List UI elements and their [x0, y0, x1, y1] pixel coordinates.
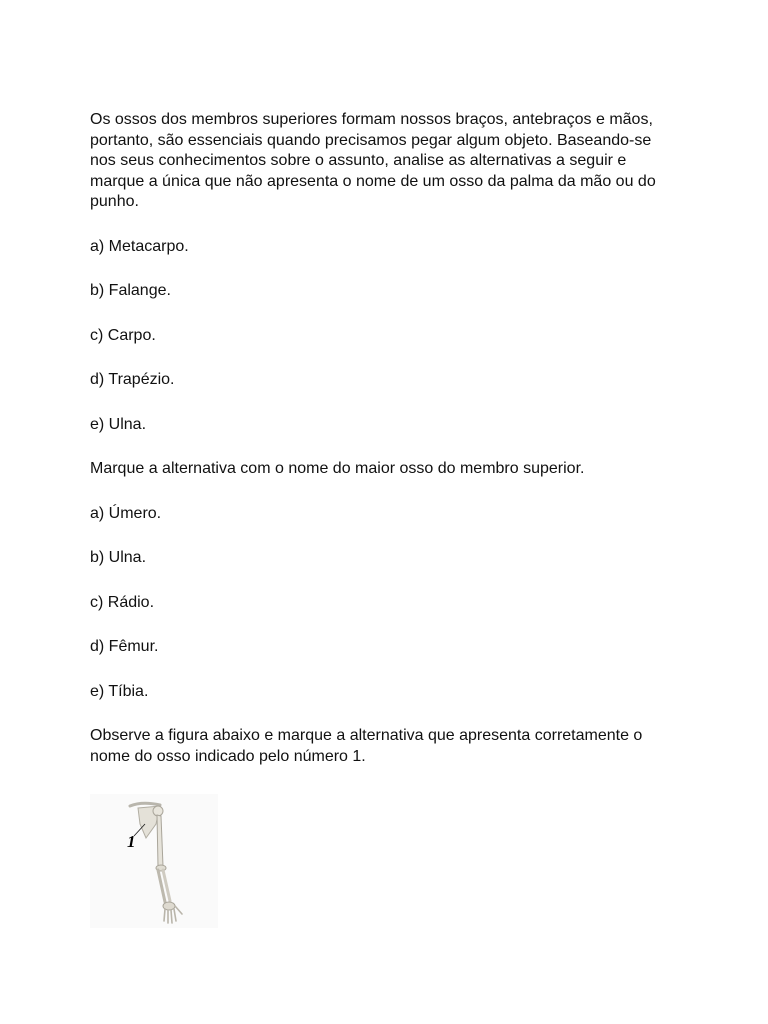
question-2-option-d: d) Fêmur. [90, 638, 159, 655]
question-1-text: Os ossos dos membros superiores formam nossos braços, antebraços e mãos, portanto, são essenciais quando precisamos pegar algum objeto. Baseando-se nos seus conhecimentos sobre o assunto, analise as alternativas a seguir e marque a única que não apresenta o nome de um osso da palma da mão ou do punho. [90, 111, 656, 210]
question-2-option-c: c) Rádio. [90, 593, 155, 611]
document-page [90, 110, 680, 767]
question-1 [90, 110, 680, 435]
question-1-option-e: e) Ulna. [90, 415, 147, 433]
question-2-option-b: b) Ulna. [90, 549, 147, 566]
question-1-option-c: c) Carpo. [90, 326, 156, 344]
question-2-option-e: e) Tíbia. [90, 682, 149, 700]
question-3 [90, 726, 680, 767]
question-2-option-a: a) Úmero. [90, 504, 162, 522]
question-2 [90, 459, 680, 702]
question-1-option-d: d) Trapézio. [90, 371, 175, 388]
question-3-text: Observe a figura abaixo e marque a alternativa que apresenta corretamente o nome do osso indicado pelo número 1. [90, 727, 643, 765]
question-1-option-b: b) Falange. [90, 282, 171, 299]
question-2-text: Marque a alternativa com o nome do maior osso do membro superior. [90, 460, 585, 477]
question-1-option-a: a) Metacarpo. [90, 237, 189, 255]
arm-skeleton-figure [90, 794, 218, 928]
arm-skeleton-icon [90, 794, 218, 928]
figure-label-1: 1 [127, 832, 136, 851]
